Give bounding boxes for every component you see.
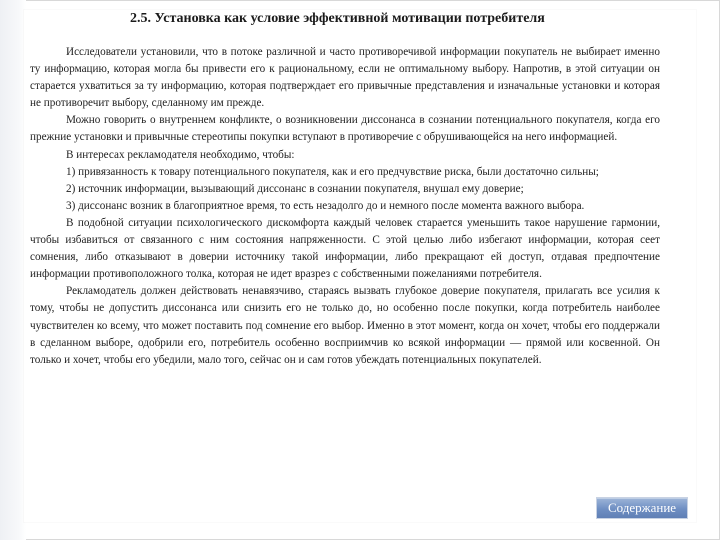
left-margin-strip [0, 0, 26, 540]
paragraph-6: 3) диссонанс возник в благоприятное время, то есть незадолго до и немного после момента важного выбора. [66, 199, 585, 212]
document-body [30, 44, 660, 369]
paragraph-1: Исследователи установили, что в потоке различной и часто противоречивой информации покупатель не выбирает именно ту информацию, которая могла бы привести его к рациональному, если не оптимальному выбору. Напротив, в этой ситуации он старается ухватиться за ту информацию, которая подтверждает его привычные представления и изначальные установки и которая не противоречит выбору, сделанному им прежде. [30, 46, 660, 110]
document-title: 2.5. Установка как условие эффективной мотивации потребителя [130, 11, 545, 26]
contents-button[interactable]: Содержание [596, 497, 688, 519]
paragraph-2: Можно говорить о внутреннем конфликте, о возникновении диссонанса в сознании потенциального покупателя, когда его прежние установки и привычные стереотипы покупки вступают в противоречие с обрушивающейся на него информацией. [30, 114, 660, 144]
paragraph-3: В интересах рекламодателя необходимо, чтобы: [66, 148, 295, 161]
paragraph-5: 2) источник информации, вызывающий диссонанс в сознании покупателя, внушал ему доверие; [66, 182, 524, 195]
paragraph-4: 1) привязанность к товару потенциального покупателя, как и его предчувствие риска, были достаточно сильны; [66, 165, 599, 178]
paragraph-7: В подобной ситуации психологического дискомфорта каждый человек старается уменьшить такое нарушение гармонии, чтобы избавиться от связанного с ним состояния напряженности. С этой целью либо избегают информации, которая сеет сомнения, либо отказывают в доверии источнику такой информации, либо прекращают ей доступ, отдавая предпочтение информации противоположного толка, которая не идет вразрез с собственными пожеланиями потребителя. [30, 216, 660, 281]
paragraph-8: Рекламодатель должен действовать ненавязчиво, стараясь вызвать глубокое доверие покупателя, прилагать все усилия к тому, чтобы не допустить диссонанса или снизить его не только до, но особенно после покупки, когда потребитель наиболее чувствителен ко всему, что может поставить под сомнение его выбор. Именно в этот момент, когда он хочет, чтобы его поддержали в сделанном выборе, одобрили его, потребитель особенно восприимчив ко всякой информации — прямой или косвенной. Он только и хочет, чтобы его убедили, мало того, сейчас он и сам готов убеждать потенциальных покупателей. [30, 285, 660, 366]
